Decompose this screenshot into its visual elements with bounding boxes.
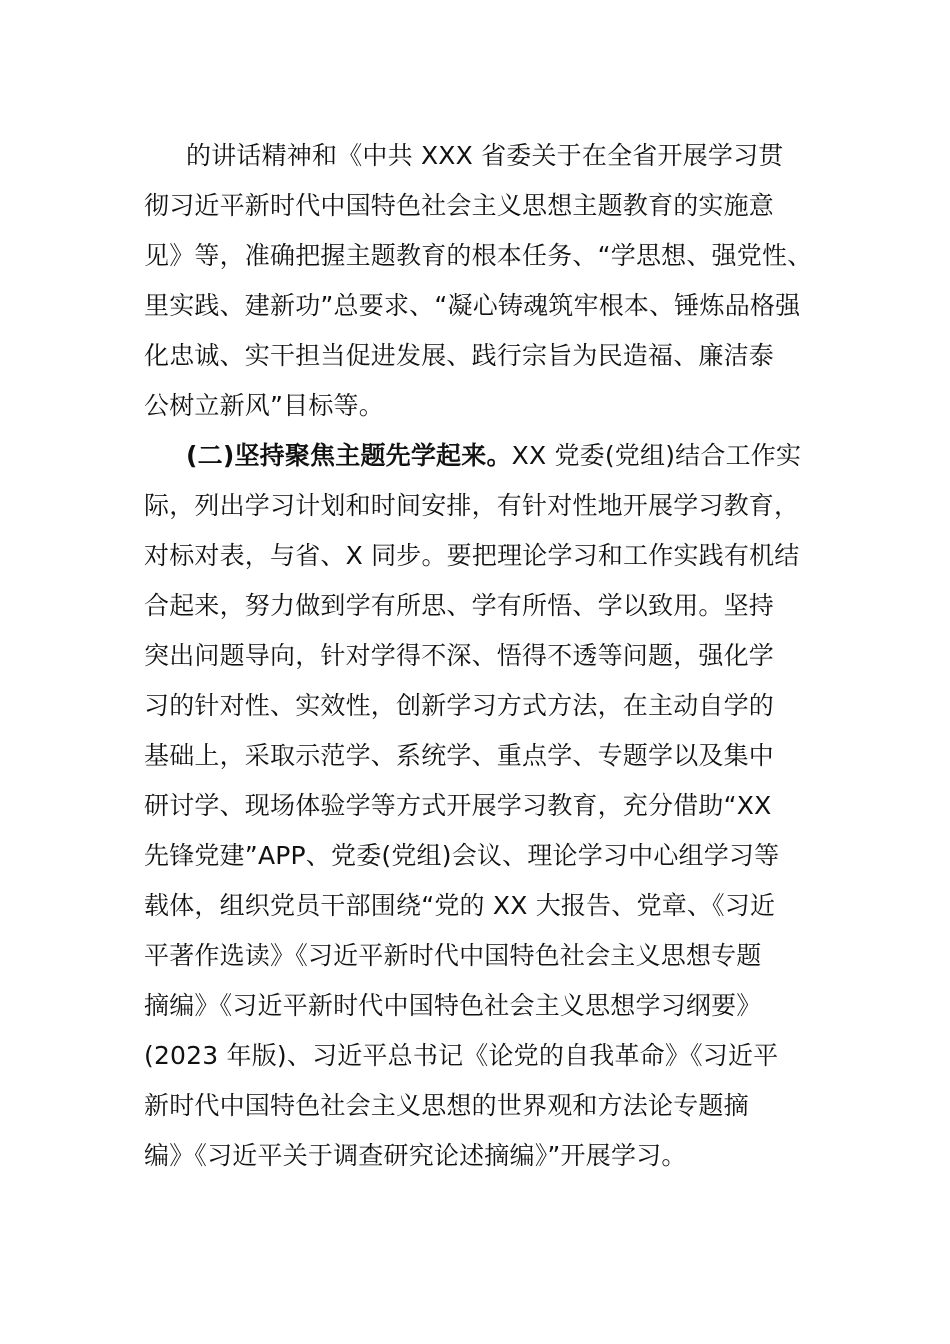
paragraph-1-line: 的讲话精神和《中共 XXX 省委关于在全省开展学习贯 (186, 141, 784, 170)
paragraph-2-line: 载体，组织党员干部围绕“党的 XX 大报告、党章、《习近 (144, 891, 776, 920)
section-heading: (二)坚持聚焦主题先学起来。 (186, 441, 512, 470)
paragraph-2-line: 习的针对性、实效性，创新学习方式方法，在主动自学的 (144, 691, 775, 720)
paragraph-2 (144, 431, 814, 1181)
paragraph-1 (144, 131, 814, 431)
paragraph-2-line: 际，列出学习计划和时间安排，有针对性地开展学习教育， (144, 491, 800, 520)
paragraph-1-line: 里实践、建新功”总要求、“凝心铸魂筑牢根本、锤炼品格强 (144, 291, 801, 320)
paragraph-2-line: 研讨学、现场体验学等方式开展学习教育，充分借助“XX (144, 791, 772, 820)
paragraph-2-line: 编》《习近平关于调查研究论述摘编》”开展学习。 (144, 1141, 687, 1170)
paragraph-2-line: 新时代中国特色社会主义思想的世界观和方法论专题摘 (144, 1091, 749, 1120)
paragraph-2-first-line (144, 431, 814, 481)
paragraph-1-line: 化忠诚、实干担当促进发展、践行宗旨为民造福、廉洁泰 (144, 341, 775, 370)
paragraph-2-line: (2023 年版)、习近平总书记《论党的自我革命》《习近平 (144, 1041, 779, 1070)
paragraph-1-line: 见》等，准确把握主题教育的根本任务、“学思想、强党性、 (144, 241, 813, 270)
paragraph-2-line: 基础上，采取示范学、系统学、重点学、专题学以及集中 (144, 741, 775, 770)
paragraph-1-line: 彻习近平新时代中国特色社会主义思想主题教育的实施意 (144, 191, 775, 220)
paragraph-2-line: 对标对表，与省、X 同步。要把理论学习和工作实践有机结 (144, 541, 800, 570)
paragraph-2-line: 摘编》《习近平新时代中国特色社会主义思想学习纲要》 (144, 991, 762, 1020)
paragraph-2-line: 先锋党建”APP、党委(党组)会议、理论学习中心组学习等 (144, 841, 780, 870)
paragraph-2-first-line-text: XX 党委(党组)结合工作实 (511, 441, 802, 470)
paragraph-1-line: 公树立新风”目标等。 (144, 391, 384, 420)
paragraph-2-line: 合起来，努力做到学有所思、学有所悟、学以致用。坚持 (144, 591, 775, 620)
paragraph-2-line: 突出问题导向，针对学得不深、悟得不透等问题，强化学 (144, 641, 775, 670)
document-body (144, 131, 814, 1181)
paragraph-2-line: 平著作选读》《习近平新时代中国特色社会主义思想专题 (144, 941, 762, 970)
